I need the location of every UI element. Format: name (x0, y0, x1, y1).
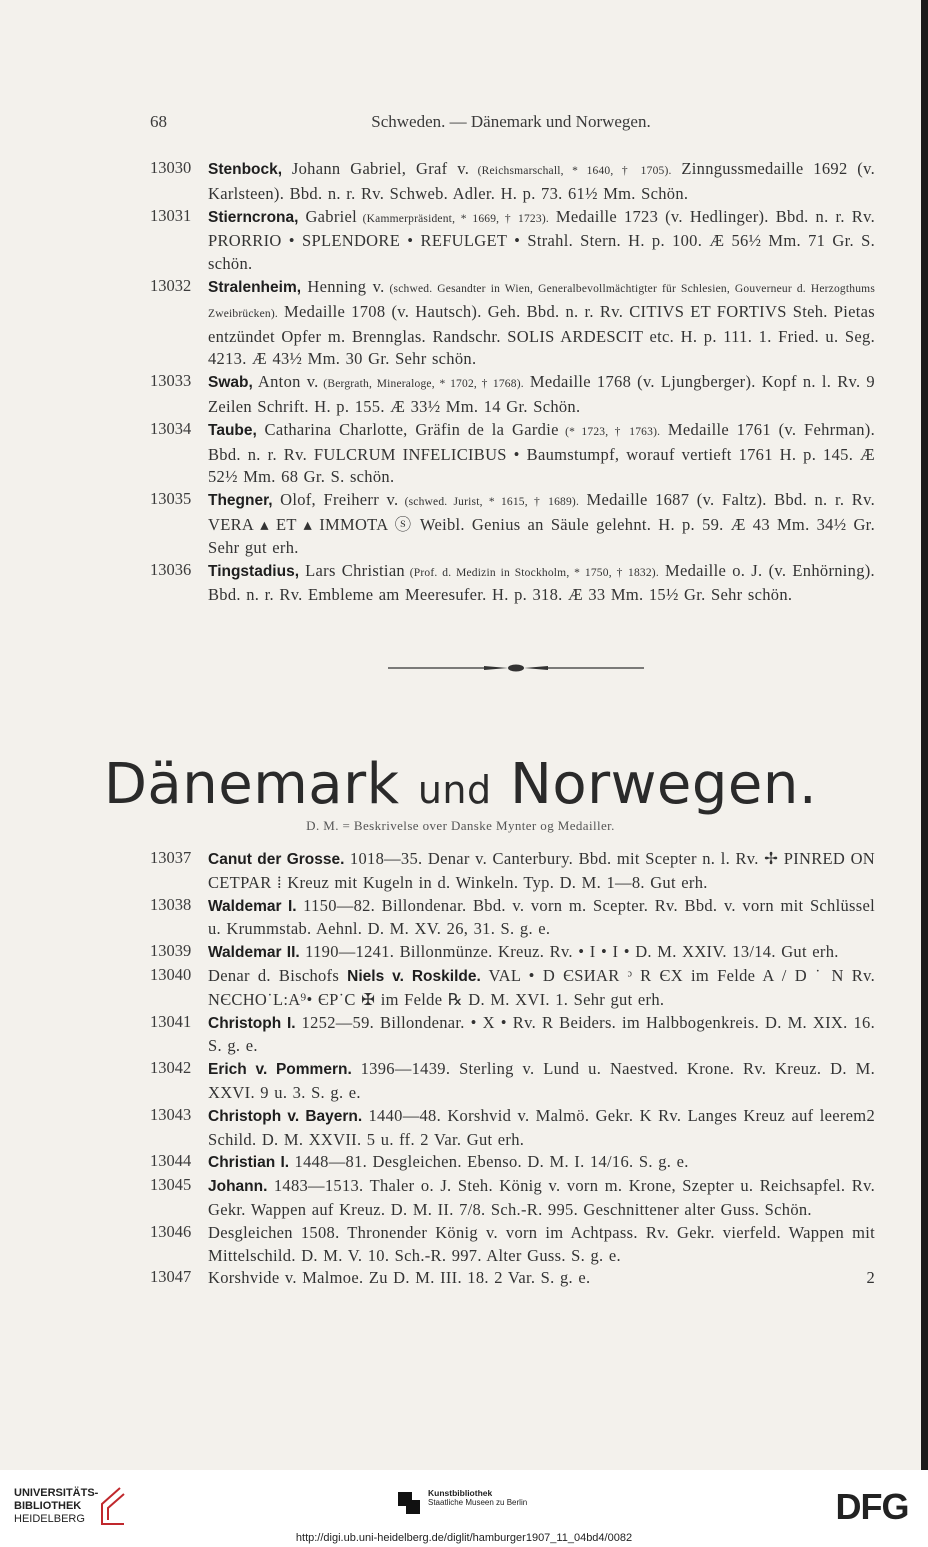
entry-name: Stenbock, (208, 161, 283, 178)
entry-description: Anton v. (252, 372, 319, 392)
catalog-entry (150, 1175, 875, 1222)
entry-description: Zinngussmedaille 1692 (v. Karlsteen). Bbd. n. r. Rv. Schweb. Adler. H. p. 73. 61½ Mm. Schön. (208, 159, 875, 203)
ub-heidelberg-mark-icon (94, 1484, 128, 1528)
catalog-entry (150, 1151, 875, 1175)
entry-description: Lars Christian (299, 560, 405, 580)
entry-description: 1440—48. Korshvid v. Malmö. Gekr. K Rv. Langes Kreuz auf leerem Schild. D. M. XXVII. 5 u. ff. 2 Var. Gut erh. (208, 1105, 867, 1149)
entry-description: 1448—81. Desgleichen. Ebenso. D. M. I. 14/16. S. g. e. (289, 1152, 689, 1172)
entry-text (208, 1175, 875, 1222)
lot-number: 13042 (150, 1058, 192, 1078)
entry-text (208, 1105, 875, 1152)
catalog-entry (150, 276, 875, 371)
lot-quantity: 2 (866, 1105, 875, 1125)
entry-name: Johann. (208, 1178, 268, 1196)
entry-description: Denar d. Bischofs (208, 965, 348, 985)
lot-number: 13035 (150, 489, 192, 509)
entry-text (208, 419, 875, 489)
catalog-entry (150, 1012, 875, 1059)
entry-description: Korshvide v. Malmoe. Zu D. M. III. 18. 2 Var. S. g. e. (208, 1268, 591, 1288)
running-title: Schweden. — Dänemark und Norwegen. (371, 112, 651, 131)
entry-name: Taube, (208, 421, 257, 439)
ornament-divider (388, 658, 644, 678)
entry-note: (Kammerpräsident, * 1669, † 1723). (357, 212, 549, 225)
entry-description: Medaille 1768 (v. Ljungberger). Kopf n. l. Rv. 9 Zeilen Schrift. H. p. 155. Æ 33½ Mm. 14 Gr. Schön. (208, 372, 875, 416)
entries-daenemark (150, 848, 875, 1290)
entry-note: (Prof. d. Medizin in Stockholm, * 1750, † 1832). (405, 566, 659, 579)
entry-name: Thegner, (208, 492, 273, 510)
entry-note: (schwed. Gesandter in Wien, Generalbevollmächtigter für Schlesien, Gouverneur d. Herzogthums Zweibrücken). (208, 282, 875, 320)
entry-description: Gabriel (298, 206, 358, 226)
footer-bar (0, 1470, 928, 1547)
entry-description: 1150—82. Billondenar. Bbd. v. vorn m. Scepter. Rv. Bbd. v. vorn mit Schlüssel u. Krummstab. Aehnl. D. M. XV. 26, 31. S. g. e. (208, 895, 875, 939)
lot-number: 13030 (150, 158, 192, 177)
entry-name: Stierncrona, (208, 208, 299, 226)
ub-heidelberg-logo[interactable]: UNIVERSITÄTS- BIBLIOTHEK HEIDELBERG (14, 1487, 99, 1525)
lot-number: 13040 (150, 964, 192, 984)
entry-text (208, 848, 875, 895)
entry-text (208, 276, 875, 371)
page-number: 68 (150, 112, 167, 131)
entry-description: 1483—1513. Thaler o. J. Steh. König v. vorn m. Krone, Szepter u. Reichsapfel. Rv. Gekr. Wappen auf Kreuz. D. M. II. 7/8. Sch.-R. 995. Geschnittener alter Guss. Schön. (208, 1176, 875, 1219)
catalog-entry (150, 1105, 875, 1152)
lot-number: 13039 (150, 941, 192, 961)
entry-note: (* 1723, † 1763). (558, 425, 661, 438)
entry-name: Christian I. (208, 1154, 290, 1172)
permalink-url[interactable]: http://digi.ub.uni-heidelberg.de/diglit/hamburger1907_11_04bd4/0082 (295, 1532, 633, 1544)
catalog-entry (150, 848, 875, 895)
section-subtitle: D. M. = Beskrivelse over Danske Mynter og Medailler. (306, 818, 615, 833)
entry-description: Medaille 1687 (v. Faltz). Bbd. n. r. Rv. VERA ▴ ET ▴ IMMOTA ⓢ Weibl. Genius an Säule gelehnt. H. p. 59. Æ 43 Mm. 34½ Gr. Sehr gut erh. (208, 490, 875, 557)
entry-name: Swab, (208, 374, 253, 392)
entry-note: (Bergrath, Mineraloge, * 1702, † 1768). (318, 378, 524, 391)
lot-number: 13036 (150, 559, 192, 579)
scan-edge (921, 0, 928, 1470)
entry-text (208, 560, 875, 608)
lot-quantity: 2 (866, 1268, 875, 1288)
lot-number: 13045 (150, 1175, 192, 1195)
entries-schweden (150, 158, 875, 607)
entry-description: Medaille o. J. (v. Enhörning). Bbd. n. r. Rv. Embleme am Meeresufer. H. p. 318. Æ 33 Mm. 15½ Gr. Sehr schön. (208, 560, 875, 605)
entry-description: VAL • D ЄSИAR ᵓ R ЄX im Felde A / D ˙ N Rv. NЄCHO˙L:A⁹• ЄP˙C ✠ im Felde ℞ D. M. XVI. 1. Sehr gut erh. (208, 965, 875, 1009)
catalog-entry (150, 941, 875, 965)
catalog-entry (150, 371, 875, 419)
entry-text (208, 371, 875, 419)
lot-number: 13038 (150, 894, 192, 914)
svg-text:DFG: DFG (835, 1488, 909, 1526)
lot-number: 13044 (150, 1151, 192, 1171)
catalog-entry (150, 206, 875, 276)
entry-text (208, 1012, 875, 1059)
lot-number: 13031 (150, 205, 192, 225)
entry-note: (schwed. Jurist, * 1615, † 1689). (398, 496, 580, 509)
entry-name: Canut der Grosse. (208, 851, 345, 868)
lot-number: 13037 (150, 848, 192, 867)
catalog-entry (150, 895, 875, 942)
entry-text (208, 1151, 875, 1175)
kunstbibliothek-logo[interactable]: Kunstbibliothek Staatliche Museen zu Berlin (428, 1488, 528, 1507)
catalog-entry (150, 489, 875, 559)
lot-number: 13041 (150, 1011, 192, 1031)
catalog-entry (150, 1267, 875, 1290)
entry-name: Niels v. Roskilde. (347, 967, 481, 985)
entry-text (208, 1267, 875, 1290)
entry-name: Waldemar II. (208, 944, 300, 962)
entry-name: Christoph I. (208, 1014, 296, 1032)
entry-name: Tingstadius, (208, 562, 300, 580)
entry-description: Medaille 1723 (v. Hedlinger). Bbd. n. r. Rv. PRORRIO • SPLENDORE • REFULGET • Strahl. Stern. H. p. 100. Æ 56½ Mm. 71 Gr. S. schön. (208, 206, 875, 274)
entry-name: Christoph v. Bayern. (208, 1107, 363, 1125)
entry-text (208, 1222, 875, 1268)
catalog-entry (150, 158, 875, 206)
entry-name: Erich v. Pommern. (208, 1061, 352, 1079)
dfg-logo[interactable] (826, 1488, 918, 1526)
entry-name: Waldemar I. (208, 897, 297, 915)
entry-text (208, 895, 875, 942)
entry-text (208, 206, 875, 276)
entry-description: Medaille 1708 (v. Hautsch). Geh. Bbd. n. r. Rv. CITIVS ET FORTIVS Steh. Pietas entzündet Opfer m. Brennglas. Randschr. SOLIS ARDESCIT etc. H. p. 111. 1. Fried. u. Seg. 4213. Æ 43½ Mm. 30 Gr. Sehr schön. (208, 301, 875, 369)
entry-description: 1396—1439. Sterling v. Lund u. Naestved. Krone. Rv. Kreuz. D. M. XXVI. 9 u. 3. S. g. e. (208, 1059, 875, 1102)
entry-name: Stralenheim, (208, 278, 302, 296)
entry-text (208, 941, 875, 965)
entry-description: Medaille 1761 (v. Fehrman). Bbd. n. r. Rv. FULCRUM INFELICIBUS • Baumstumpf, worauf vertieft 1761 H. p. 145. Æ 52½ Mm. 68 Gr. S. schön. (208, 419, 875, 487)
entry-description: Henning v. (301, 276, 385, 296)
entry-description: 1252—59. Billondenar. • X • Rv. R Beiders. im Halbbogenkreis. D. M. XIX. 16. S. g. e. (208, 1012, 876, 1056)
entry-description: Johann Gabriel, Graf v. (282, 159, 470, 178)
entry-text (208, 158, 875, 206)
entry-description: Catharina Charlotte, Gräfin de la Gardie (256, 419, 559, 439)
entry-note: (Reichsmarschall, * 1640, † 1705). (469, 165, 672, 177)
lot-number: 13046 (150, 1221, 192, 1241)
entry-description: 1190—1241. Billonmünze. Kreuz. Rv. • I • I • D. M. XXIV. 13/14. Gut erh. (299, 942, 839, 962)
lot-number: 13034 (150, 418, 192, 438)
entry-text (208, 965, 875, 1012)
lot-number: 13043 (150, 1104, 192, 1124)
entry-description: Desgleichen 1508. Thronender König v. vorn im Achtpass. Rv. Gekr. vierfeld. Wappen mit Mittelschild. D. M. V. 10. Sch.-R. 997. Alter Guss. S. g. e. (208, 1222, 875, 1265)
catalog-entry (150, 560, 875, 608)
catalog-entry (150, 1222, 875, 1268)
entry-description: Olof, Freiherr v. (272, 490, 399, 510)
entry-text (208, 489, 875, 559)
running-header (150, 112, 872, 138)
section-title: Dänemark und Norwegen. (103, 752, 818, 817)
catalog-entry (150, 419, 875, 489)
catalog-entry (150, 965, 875, 1012)
kunstbibliothek-logo-icon (398, 1490, 420, 1514)
lot-number: 13032 (150, 275, 192, 295)
lot-number: 13033 (150, 371, 192, 391)
lot-number: 13047 (150, 1267, 192, 1287)
catalog-entry (150, 1058, 875, 1105)
entry-text (208, 1058, 875, 1105)
entry-description: 1018—35. Denar v. Canterbury. Bbd. mit Scepter n. l. Rv. ✢ PINRED ON CETPAR ⁞ Kreuz mit Kugeln in d. Winkeln. Typ. D. M. 1—8. Gut erh. (208, 849, 875, 892)
